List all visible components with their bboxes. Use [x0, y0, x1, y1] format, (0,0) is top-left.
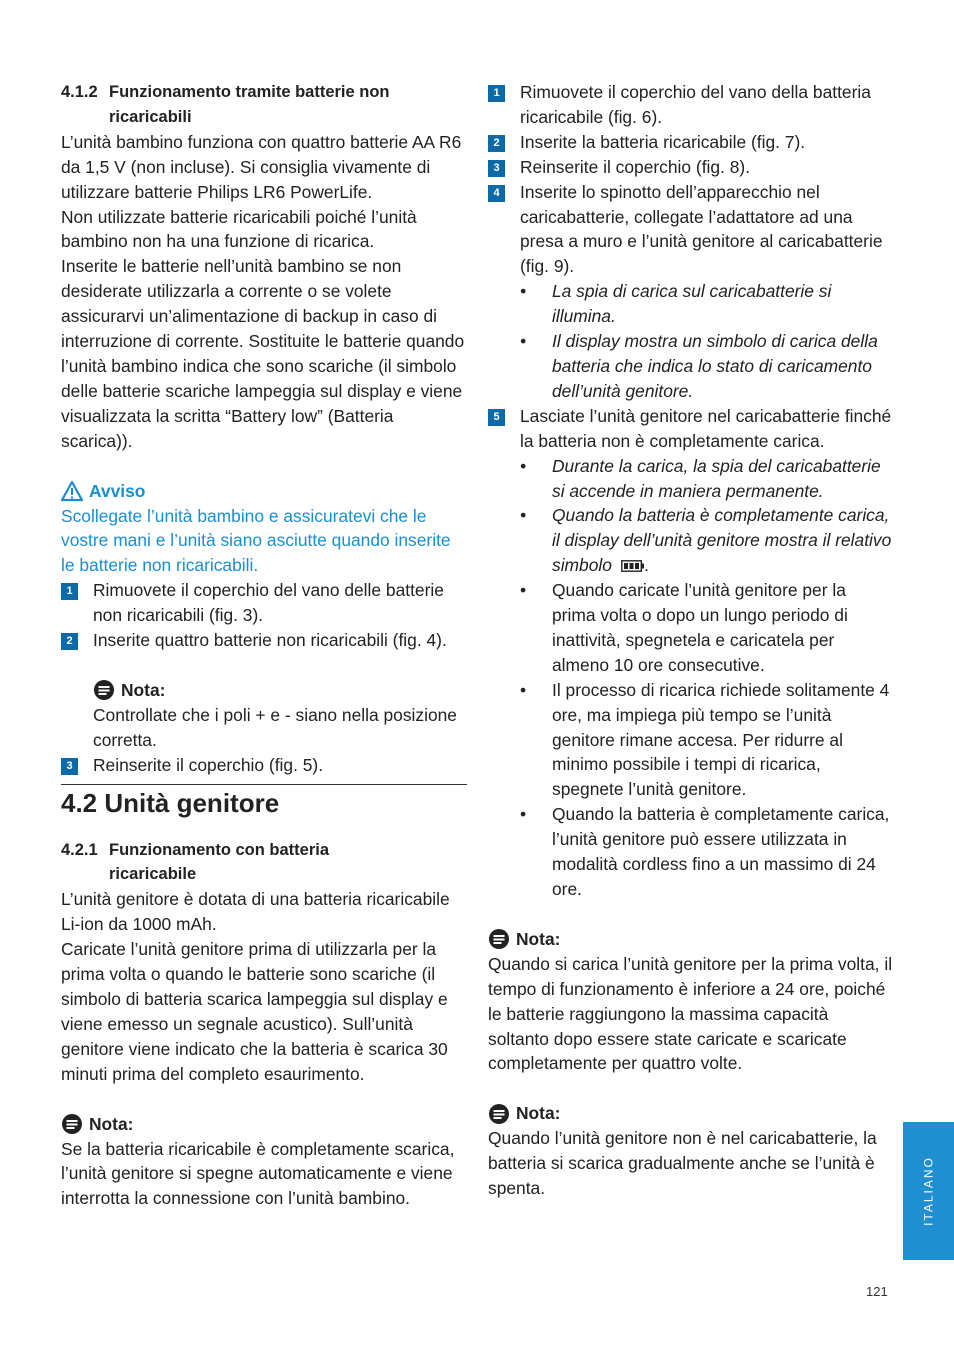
bullet-text: La spia di carica sul caricabatterie si illumina.: [552, 281, 832, 327]
note-block: [61, 678, 467, 753]
bullet-dot: •: [520, 804, 527, 825]
section-title-line2: ricaricabile: [109, 865, 197, 884]
section-heading-4-2-1: [61, 838, 467, 888]
section-number: 4.2.1: [61, 840, 98, 859]
step-item: [61, 628, 467, 653]
paragraph: Inserite le batterie nell’unità bambino se non desiderate utilizzarla a corrente o se volete assicurarvi un’alimentazione di backup in caso di interruzione di corrente. Sostituite le batterie quando l’unità bambino indica che sono scariche (il simbolo delle batterie scariche lampeggia sul display e viene visualizzata la scritta “Battery low” (Batteria scarica)).: [61, 256, 465, 451]
note-label: Nota:: [121, 679, 166, 700]
section-number: 4.1.2: [61, 83, 98, 101]
bullet-text: Durante la carica, la spia del caricabatterie si accende in maniera permanente.: [552, 455, 881, 501]
step-number-badge: 1: [61, 583, 78, 600]
bullet-item: [488, 802, 893, 902]
paragraph: Caricate l’unità genitore prima di utilizzarla per la prima volta o quando le batterie sono scariche (il simbolo di batteria scarica lampeggia sul display e viene emesso un segnale acustico). Sull’unità genitore viene indicato che la batteria è scarica 30 minuti prima del completo esaurimento.: [61, 939, 448, 1084]
note-icon: [61, 1113, 83, 1135]
note-text: Controllate che i poli + e - siano nella posizione corretta.: [93, 704, 457, 750]
step-item: [488, 80, 893, 130]
warning-block: [61, 479, 467, 579]
note-block: [488, 1101, 893, 1201]
note-block: [488, 927, 893, 1076]
note-text: Quando l’unità genitore non è nel caricabatterie, la batteria si scarica gradualmente anche se l’unità è spenta.: [488, 1128, 877, 1199]
step-item: [488, 130, 893, 155]
bullet-item: [488, 279, 893, 329]
bullet-item: [488, 454, 893, 504]
warning-text: Scollegate l’unità bambino e assicuratevi che le vostre mani e l’unità siano asciutte quando inserite le batterie non ricaricabili.: [61, 505, 451, 576]
bullet-item: [488, 578, 893, 678]
bullet-text: Il processo di ricarica richiede solitamente 4 ore, ma impiega più tempo se l’unità genitore rimane accesa. Per ridurre al minimo possibile i tempi di ricarica, spegnete l’unità genitore.: [552, 679, 890, 800]
bullet-item: [488, 329, 893, 404]
note-text: Se la batteria ricaricabile è completamente scarica, l’unità genitore si spegne automaticamente e viene interrotta la connessione con l’unità bambino.: [61, 1138, 455, 1209]
paragraph: L’unità genitore è dotata di una batteria ricaricabile Li-ion da 1000 mAh.: [61, 889, 450, 935]
section-title-line1: Funzionamento con batteria: [109, 840, 330, 859]
step-number-badge: 4: [488, 185, 505, 202]
note-heading: [61, 1112, 467, 1137]
step-number-badge: 1: [488, 85, 505, 102]
note-heading: [93, 678, 467, 703]
sentence-period: .: [644, 555, 650, 576]
step-item: [488, 180, 893, 280]
step-text: Inserite la batteria ricaricabile (fig. 7).: [520, 131, 806, 152]
step-item: [488, 404, 893, 454]
bullet-dot: •: [520, 505, 527, 526]
bullet-dot: •: [520, 580, 527, 601]
step-text: Reinserite il coperchio (fig. 5).: [93, 754, 324, 775]
note-icon: [93, 679, 115, 701]
language-tab: [903, 1122, 954, 1260]
page-number: 121: [866, 1284, 888, 1299]
note-heading: [488, 1101, 893, 1126]
step-text: Inserite lo spinotto dell’apparecchio nel caricabatterie, collegate l’adattatore ad una presa a muro e l’unità genitore al caricabatterie (fig. 9).: [520, 181, 883, 277]
section-title-line1: Funzionamento tramite batterie non: [109, 83, 390, 101]
step-number-badge: 5: [488, 409, 505, 426]
note-label: Nota:: [516, 1103, 561, 1124]
step-number-badge: 3: [488, 160, 505, 177]
warning-icon: [61, 480, 83, 502]
bullet-text: Quando la batteria è completamente carica, il display dell’unità genitore mostra il relativo simbolo: [552, 505, 892, 576]
step-item: [61, 578, 467, 628]
step-text: Reinserite il coperchio (fig. 8).: [520, 156, 751, 177]
step-number-badge: 2: [488, 135, 505, 152]
bullet-dot: •: [520, 281, 527, 302]
note-label: Nota:: [89, 1113, 134, 1134]
step-text: Inserite quattro batterie non ricaricabili (fig. 4).: [93, 630, 447, 651]
note-block: [61, 1112, 467, 1212]
paragraph: Non utilizzate batterie ricaricabili poiché l’unità bambino non ha una funzione di ricarica.: [61, 206, 417, 252]
step-text: Lasciate l’unità genitore nel caricabatterie finché la batteria non è completamente carica.: [520, 405, 892, 451]
note-icon: [488, 1103, 510, 1125]
step-item: [488, 155, 893, 180]
note-label: Nota:: [516, 928, 561, 949]
right-column: [488, 80, 893, 1201]
bullet-dot: •: [520, 331, 527, 352]
section-heading-4-1-2: [61, 80, 467, 130]
bullet-text: Quando la batteria è completamente carica, l’unità genitore può essere utilizzata in modalità cordless fino a un massimo di 24 ore.: [552, 804, 890, 899]
step-number-badge: 3: [61, 758, 78, 775]
warning-heading: [61, 479, 467, 504]
language-tab-label: ITALIANO: [921, 1156, 936, 1226]
bullet-text: Il display mostra un simbolo di carica della batteria che indica lo stato di caricamento dell’unità genitore.: [552, 331, 878, 401]
paragraph: L’unità bambino funziona con quattro batterie AA R6 da 1,5 V (non incluse). Si consiglia vivamente di utilizzare batterie Philips LR6 PowerLife.: [61, 131, 462, 202]
step-item: [61, 753, 467, 778]
section-title-line2: ricaricabili: [109, 107, 192, 126]
bullet-text: Quando caricate l’unità genitore per la prima volta o dopo un lungo periodo di inattività, spegnetela e caricatela per almeno 10 ore consecutive.: [552, 580, 848, 675]
bullet-item: [488, 678, 893, 803]
bullet-item: [488, 503, 893, 578]
note-icon: [488, 928, 510, 950]
step-text: Rimuovete il coperchio del vano delle batterie non ricaricabili (fig. 3).: [93, 580, 444, 626]
step-text: Rimuovete il coperchio del vano della batteria ricaricabile (fig. 6).: [520, 82, 871, 127]
left-column: [61, 80, 467, 1211]
step-number-badge: 2: [61, 633, 78, 650]
bullet-dot: •: [520, 455, 527, 476]
warning-label: Avviso: [89, 480, 146, 501]
note-heading: [488, 927, 893, 952]
battery-full-icon: [621, 560, 645, 572]
bullet-dot: •: [520, 679, 527, 700]
section-heading-4-2: 4.2 Unità genitore: [61, 784, 467, 826]
note-text: Quando si carica l’unità genitore per la prima volta, il tempo di funzionamento è inferiore a 24 ore, poiché le batterie raggiungono la massima capacità soltanto dopo essere state caricate e scaricate completamente per quattro volte.: [488, 953, 893, 1074]
